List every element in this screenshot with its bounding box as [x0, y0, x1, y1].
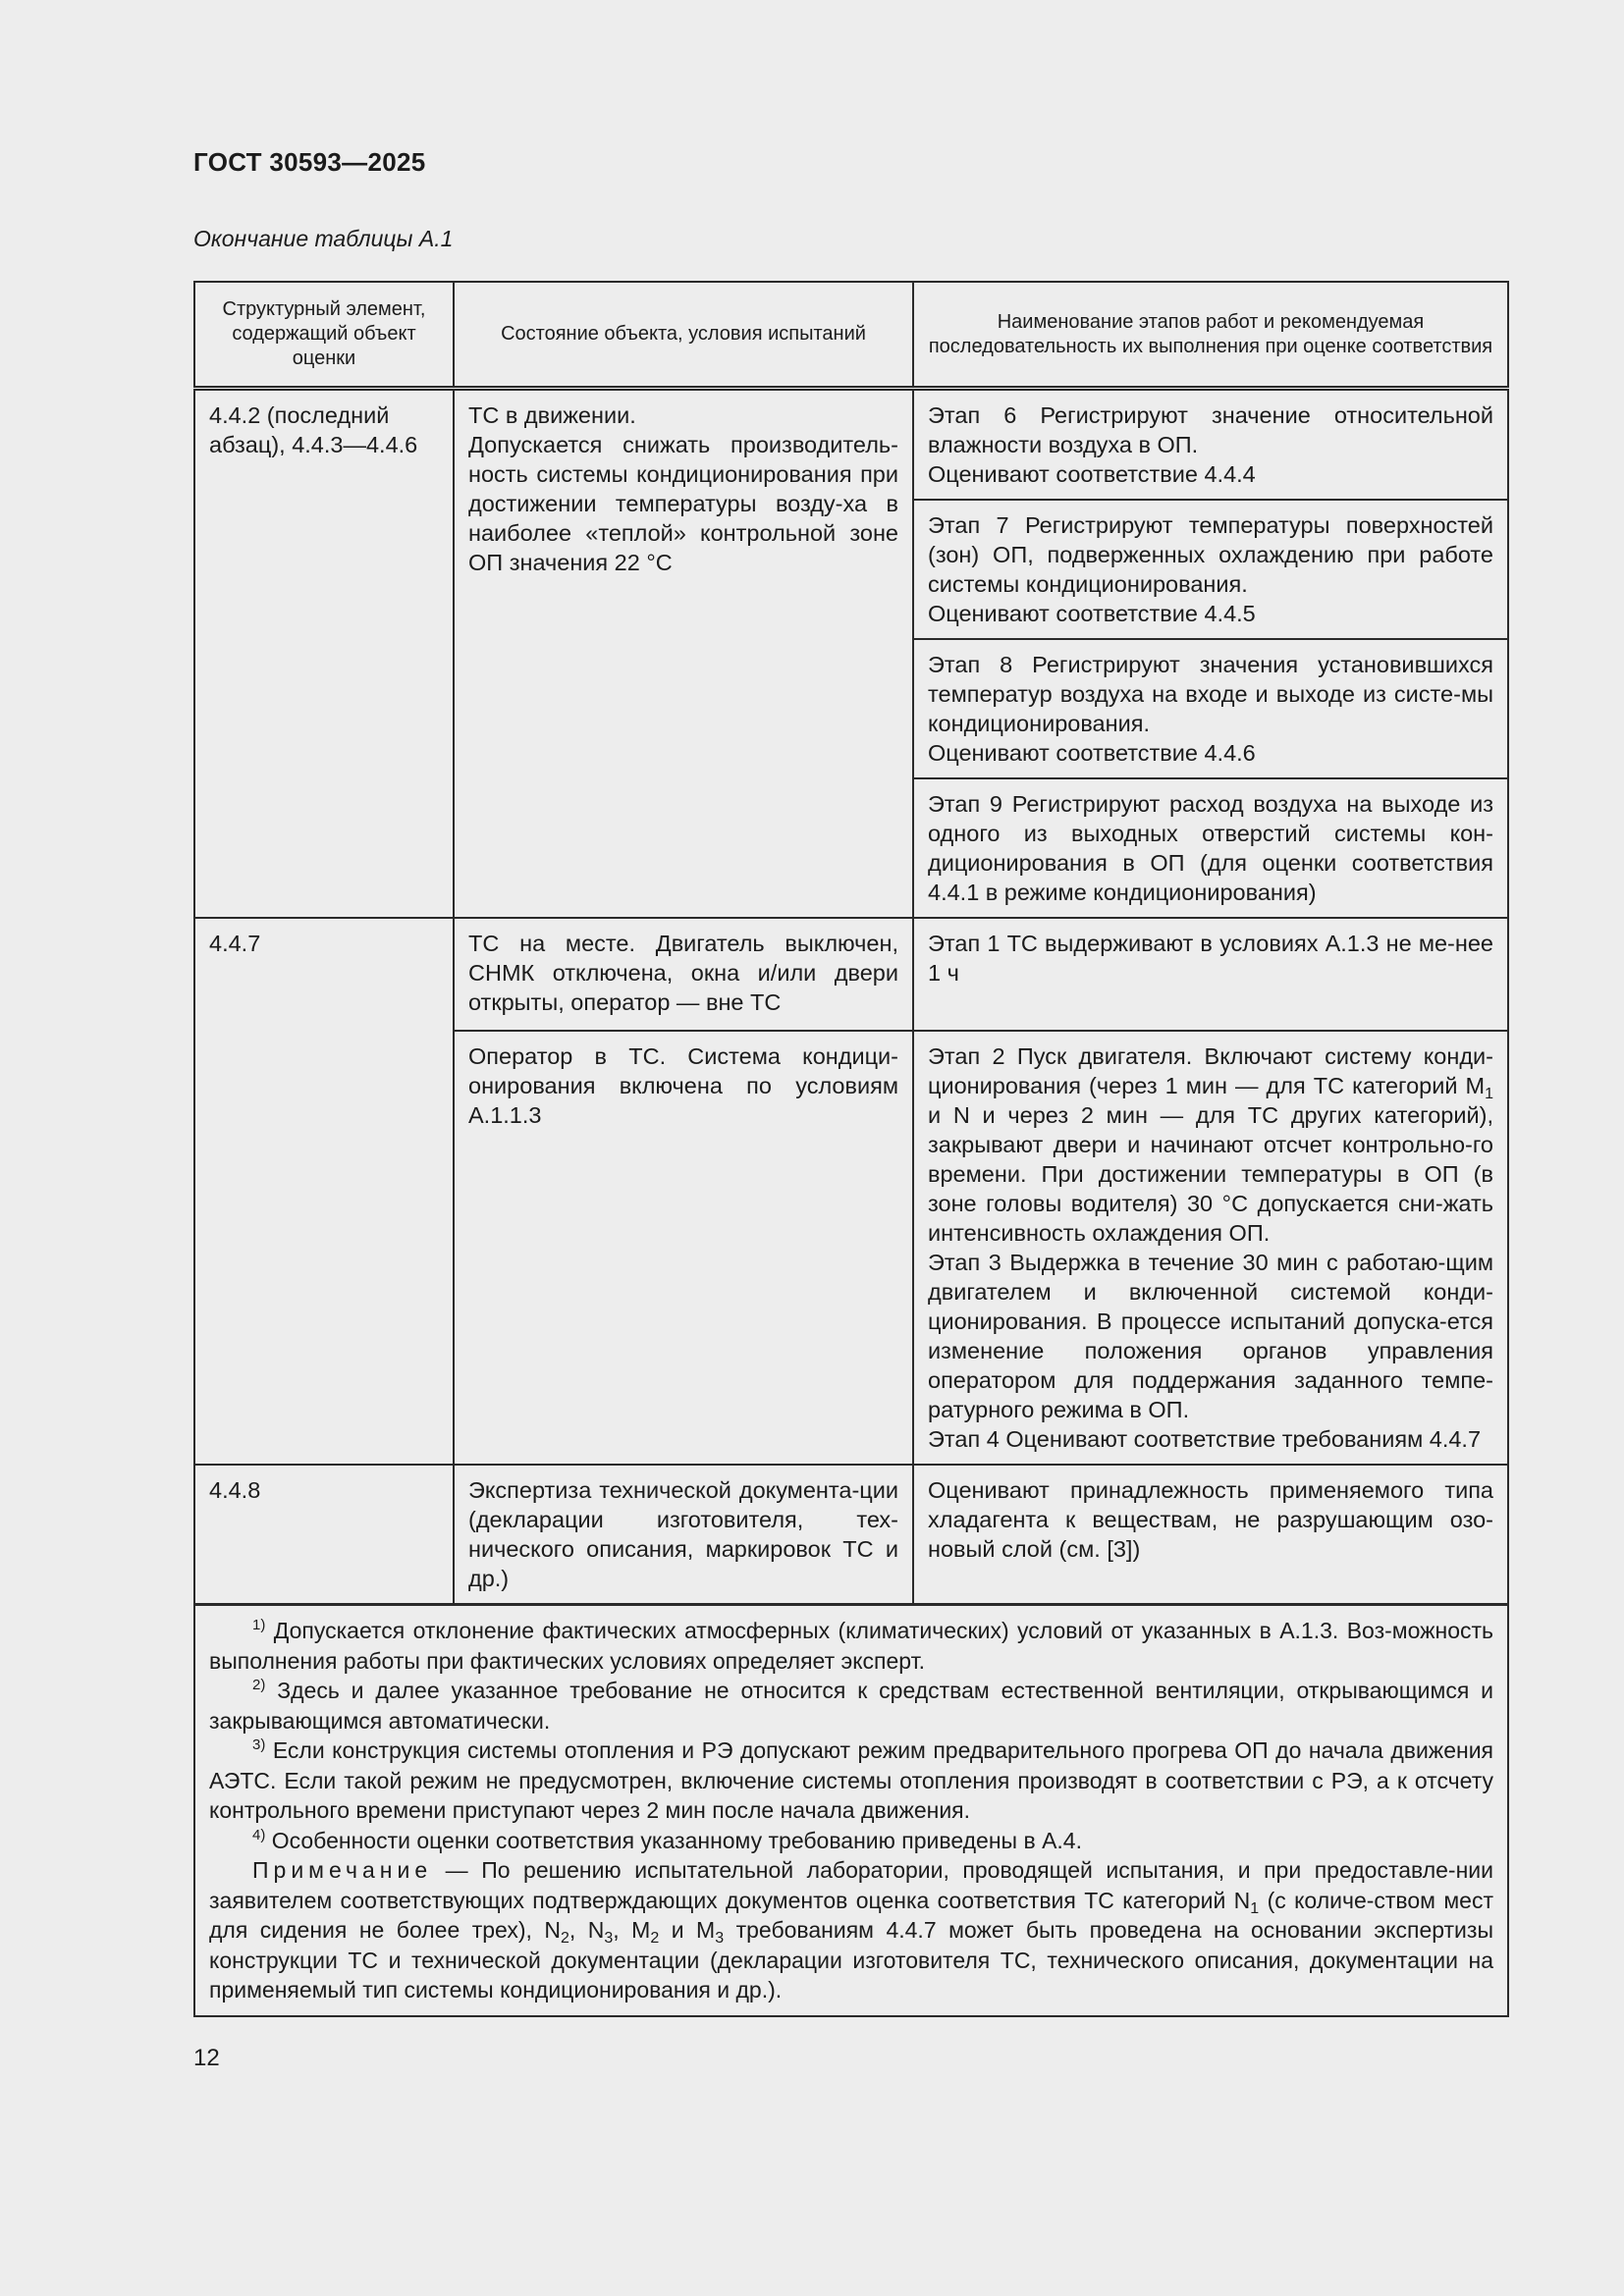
table-row — [194, 1465, 1508, 1605]
cell-condition: Экспертиза технической документа-ции (декларации изготовителя, тех-нического описания, маркировок ТС и др.) — [454, 1465, 913, 1605]
document-code: ГОСТ 30593—2025 — [193, 147, 426, 177]
cell-stage-8: Этап 8 Регистрируют значения установившихся температур воздуха на входе и выходе из систе-мы кондиционирования. Оценивают соответствие 4.4.6 — [913, 639, 1508, 778]
table-row — [194, 389, 1508, 501]
cell-element: 4.4.8 — [194, 1465, 454, 1605]
column-header-element: Структурный элемент, содержащий объект оценки — [194, 282, 454, 389]
cell-stage-7: Этап 7 Регистрируют температуры поверхностей (зон) ОП, подверженных охлаждению при работе системы кондиционирования. Оценивают соответствие 4.4.5 — [913, 500, 1508, 639]
page-number: 12 — [193, 2045, 220, 2071]
footnote-1: $^{1)}$ Допускается отклонение фактических атмосферных (климатических) условий от указанных в А.1.3. Воз-можность выполнения работы при фактических условиях определяет эксперт. — [209, 1617, 1494, 1674]
cell-stage-9: Этап 9 Регистрируют расход воздуха на выходе из одного из выходных отверстий системы кон-диционирования в ОП (для оценки соответствия 4.4.1 в режиме кондиционирования) — [913, 778, 1508, 918]
column-header-condition: Состояние объекта, условия испытаний — [454, 282, 913, 389]
table-caption: Окончание таблицы А.1 — [193, 226, 454, 251]
table-notes — [194, 1605, 1508, 2016]
cell-element: 4.4.7 — [194, 918, 454, 1465]
footnote-3: $^{3)}$ Если конструкция системы отопления и РЭ допускают режим предварительного прогрева ОП до начала движения АЭТС. Если такой режим не предусмотрен, включение системы отопления производят в соответствии с РЭ, а к отсчету контрольного времени приступают через 2 мин после начала движения. — [209, 1736, 1493, 1823]
cell-condition: Оператор в ТС. Система кондици-онирования включена по условиям А.1.1.3 — [454, 1031, 913, 1465]
cell-stages-2-4: Этап 2 Пуск двигателя. Включают систему конди-ционирования (через 1 мин — для ТС категорий $M_1$ и N и через 2 мин — для ТС других категорий), закрывают двери и начинают отсчет контрольно-го времени. При достижении температуры в ОП (в зоне головы водителя) 30 °С допускается сни-жать интенсивность охлаждения ОП. Этап 3 Выдержка в течение 30 мин с работаю-щим двигателем и включенной системой конди-ционирования. В процессе испытаний допуска-ется изменение положения органов управления оператором для поддержания заданного темпе-ратурного режима в ОП. Этап 4 Оценивают соответствие требованиям 4.4.7 — [913, 1031, 1508, 1465]
footnote-2: $^{2)}$ Здесь и далее указанное требование не относится к средствам естественной вентиляции, открывающимся и закрывающимся автоматически. — [209, 1677, 1493, 1734]
footnote-4: $^{4)}$ Особенности оценки соответствия указанному требованию приведены в А.4. — [252, 1826, 1082, 1853]
cell-condition: ТС в движении. Допускается снижать производитель-ность системы кондиционирования при достижении температуры возду-ха в наиболее «теплой» контрольной зоне ОП значения 22 °С — [454, 389, 913, 919]
table-row — [194, 918, 1508, 1031]
column-header-stages: Наименование этапов работ и рекомендуемая последовательность их выполнения при оценке соответствия — [913, 282, 1508, 389]
cell-stage-6: Этап 6 Регистрируют значение относительной влажности воздуха в ОП. Оценивают соответствие 4.4.4 — [913, 389, 1508, 501]
table-notes-row — [194, 1605, 1508, 2016]
table-header-row — [194, 282, 1508, 389]
table-note: Примечание — По решению испытательной лаборатории, проводящей испытания, и при предоставле-нии заявителем соответствующих подтверждающих документов оценка соответствия ТС категорий $N_1$ (с количе-ством мест для сидения не более трех), $N_2$, $N_3$, $M_2$ и $M_3$ требованиям 4.4.7 может быть проведена на основании экспертизы конструкции ТС и технической документации (декларации изготовителя ТС, технического описания, документации на применяемый тип системы кондиционирования и др.). — [209, 1857, 1493, 2002]
table-a1 — [193, 281, 1509, 2017]
cell-stage-1: Этап 1 ТС выдерживают в условиях А.1.3 не ме-нее 1 ч — [913, 918, 1508, 1031]
cell-condition: ТС на месте. Двигатель выключен, СНМК отключена, окна и/или двери открыты, оператор — вне ТС — [454, 918, 913, 1031]
cell-element: 4.4.2 (последний абзац), 4.4.3—4.4.6 — [194, 389, 454, 919]
cell-stage: Оценивают принадлежность применяемого типа хладагента к веществам, не разрушающим озо-новый слой (см. [3]) — [913, 1465, 1508, 1605]
